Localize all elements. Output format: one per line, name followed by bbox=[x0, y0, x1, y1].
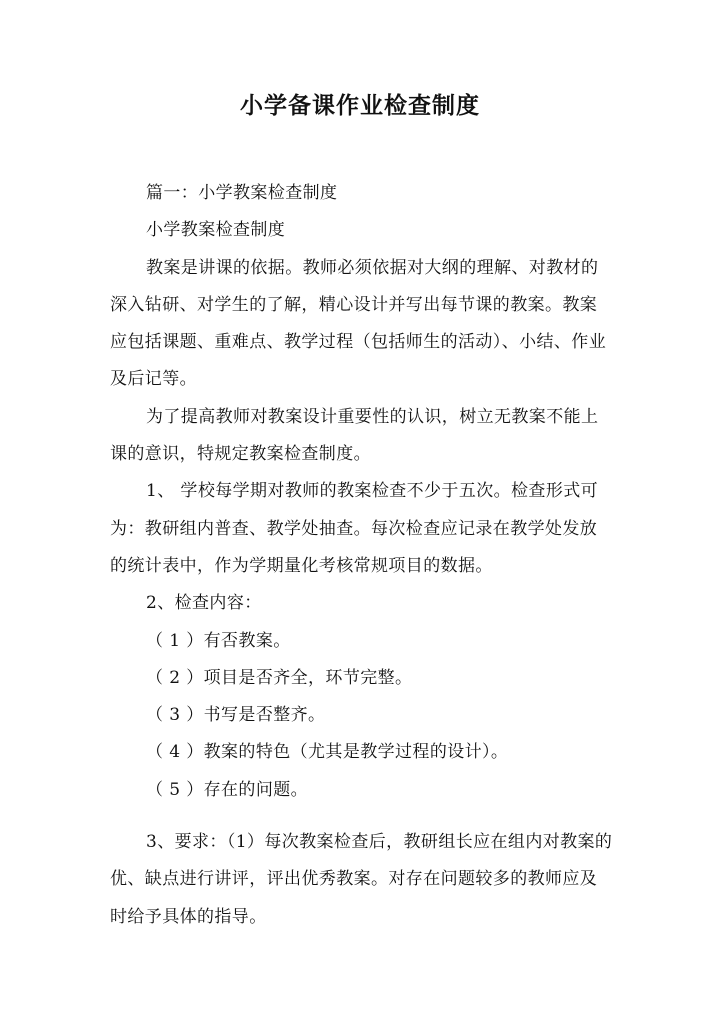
sub-heading: 小学教案检查制度 bbox=[146, 220, 286, 241]
paragraph-rule-2: 2、检查内容： bbox=[146, 593, 262, 614]
paragraph-requirements: 3、要求：（1）每次教案检查后，教研组长应在组内对教案的优、缺点进行讲评，评出优秀教案。对存在问题较多的教师应及时给予具体的指导。 bbox=[110, 832, 613, 927]
document-title: 小学备课作业检查制度 bbox=[240, 93, 480, 119]
paragraph-rule-1: 1、 学校每学期对教师的教案检查不少于五次。检查形式可为：教研组内普查、教学处抽查。每次检查应记录在教学处发放的统计表中，作为学期量化考核常规项目的数据。 bbox=[110, 481, 599, 576]
check-item: （ 5 ）存在的问题。 bbox=[146, 779, 309, 800]
check-item: （ 3 ）书写是否整齐。 bbox=[146, 705, 326, 726]
check-item: （ 2 ）项目是否齐全，环节完整。 bbox=[146, 667, 413, 688]
check-item: （ 1 ）有否教案。 bbox=[146, 630, 291, 651]
document-body bbox=[110, 175, 613, 809]
requirements-block bbox=[110, 824, 613, 936]
section-heading: 篇一：小学教案检查制度 bbox=[146, 183, 338, 203]
paragraph-purpose: 为了提高教师对教案设计重要性的认识，树立无教案不能上课的意识，特规定教案检查制度。 bbox=[110, 406, 599, 465]
check-item: （ 4 ）教案的特色（尤其是教学过程的设计）。 bbox=[146, 742, 509, 763]
paragraph-intro: 教案是讲课的依据。教师必须依据对大纲的理解、对教材的深入钻研、对学生的了解，精心设计并写出每节课的教案。教案应包括课题、重难点、教学过程（包括师生的活动）、小结、作业及后记等。 bbox=[110, 257, 607, 390]
